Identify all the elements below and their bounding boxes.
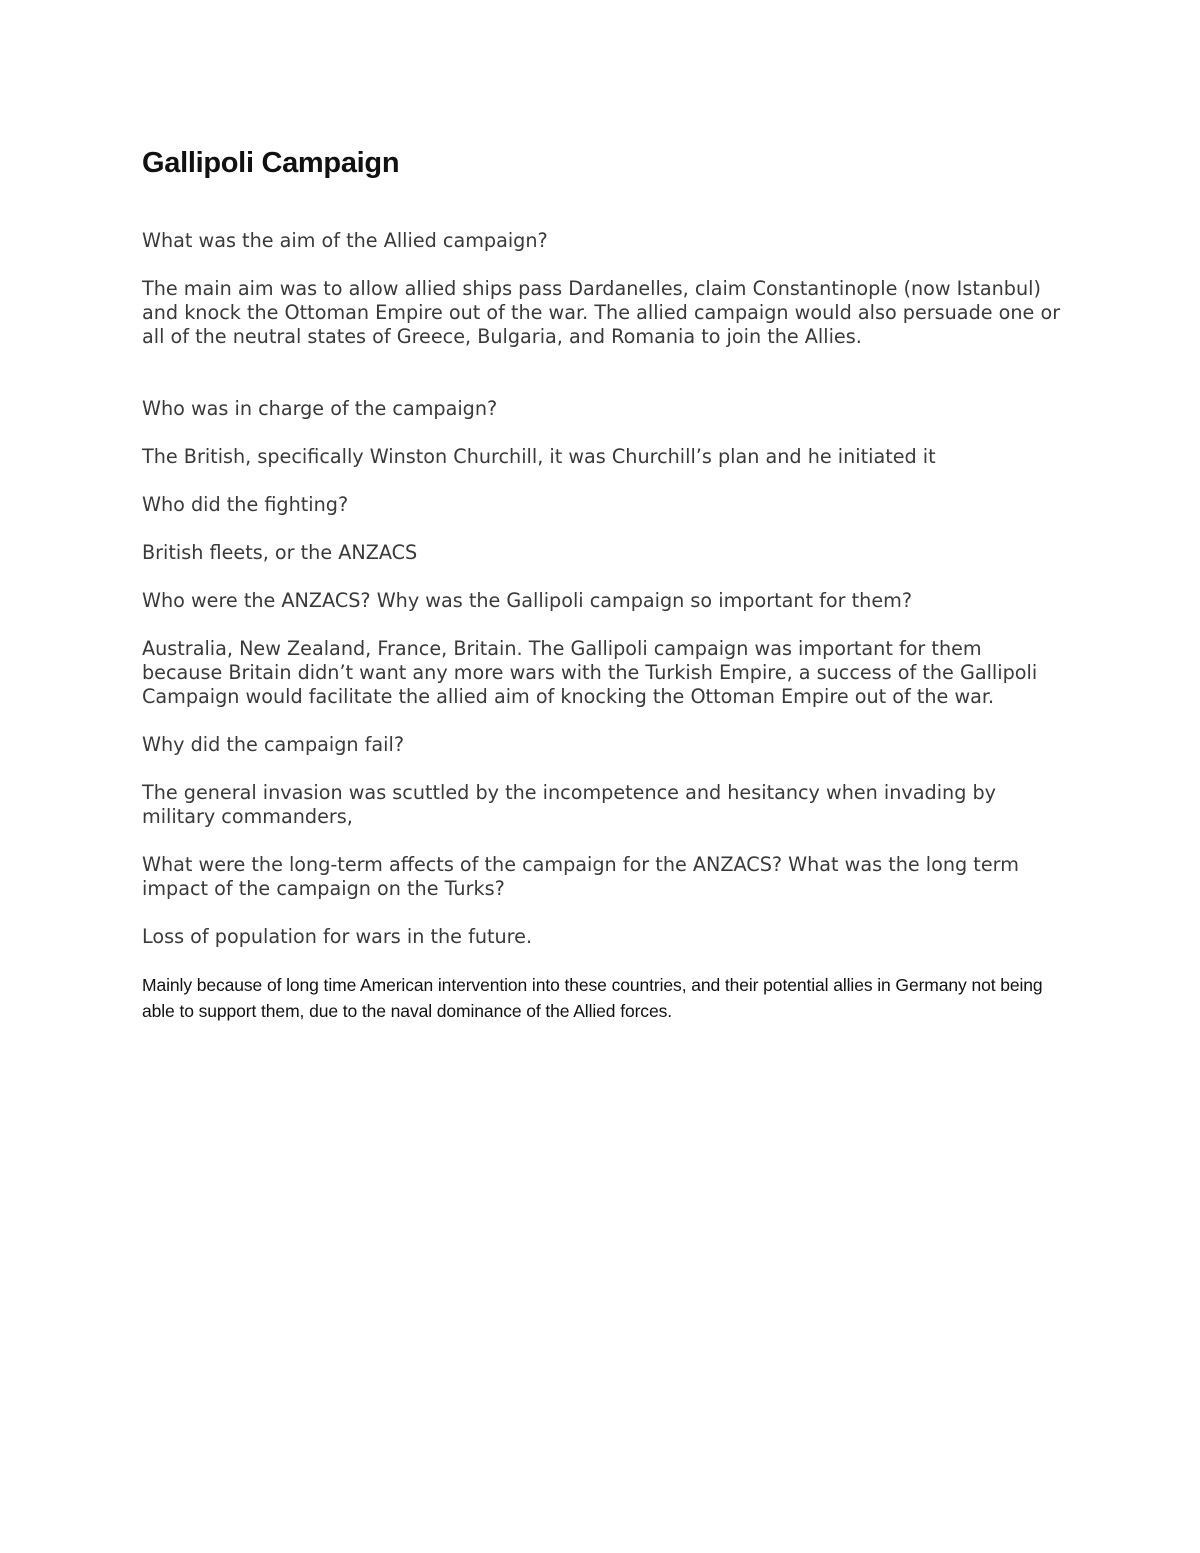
answer-3: British fleets, or the ANZACS [142,541,418,564]
document-title: Gallipoli Campaign [142,147,400,179]
answer-5: The general invasion was scuttled by the incompetence and hesitancy when invading by military commanders, [142,781,997,828]
question-5: Why did the campaign fail? [142,733,405,756]
question-4: Who were the ANZACS? Why was the Gallipoli campaign so important for them? [142,589,913,612]
answer-4: Australia, New Zealand, France, Britain. The Gallipoli campaign was important for them because Britain didn’t want any more wars with the Turkish Empire, a success of the Gallipoli Campaign would facilitate the allied aim of knocking the Ottoman Empire out of the war. [142,637,1038,708]
question-6: What were the long-term affects of the campaign for the ANZACS? What was the long term impact of the campaign on the Turks? [142,853,1019,900]
question-2: Who was in charge of the campaign? [142,397,498,420]
document-body [142,138,1067,1024]
question-1: What was the aim of the Allied campaign? [142,229,548,252]
question-3: Who did the fighting? [142,493,349,516]
answer-2: The British, specifically Winston Churchill, it was Churchill’s plan and he initiated it [142,445,936,468]
answer-6: Loss of population for wars in the future. [142,925,533,948]
closing-paragraph: Mainly because of long time American intervention into these countries, and their potential allies in Germany not being able to support them, due to the naval dominance of the Allied forces. [142,975,1043,1021]
answer-1: The main aim was to allow allied ships pass Dardanelles, claim Constantinople (now Istanbul) and knock the Ottoman Empire out of the war. The allied campaign would also persuade one or all of the neutral states of Greece, Bulgaria, and Romania to join the Allies. [142,277,1061,348]
